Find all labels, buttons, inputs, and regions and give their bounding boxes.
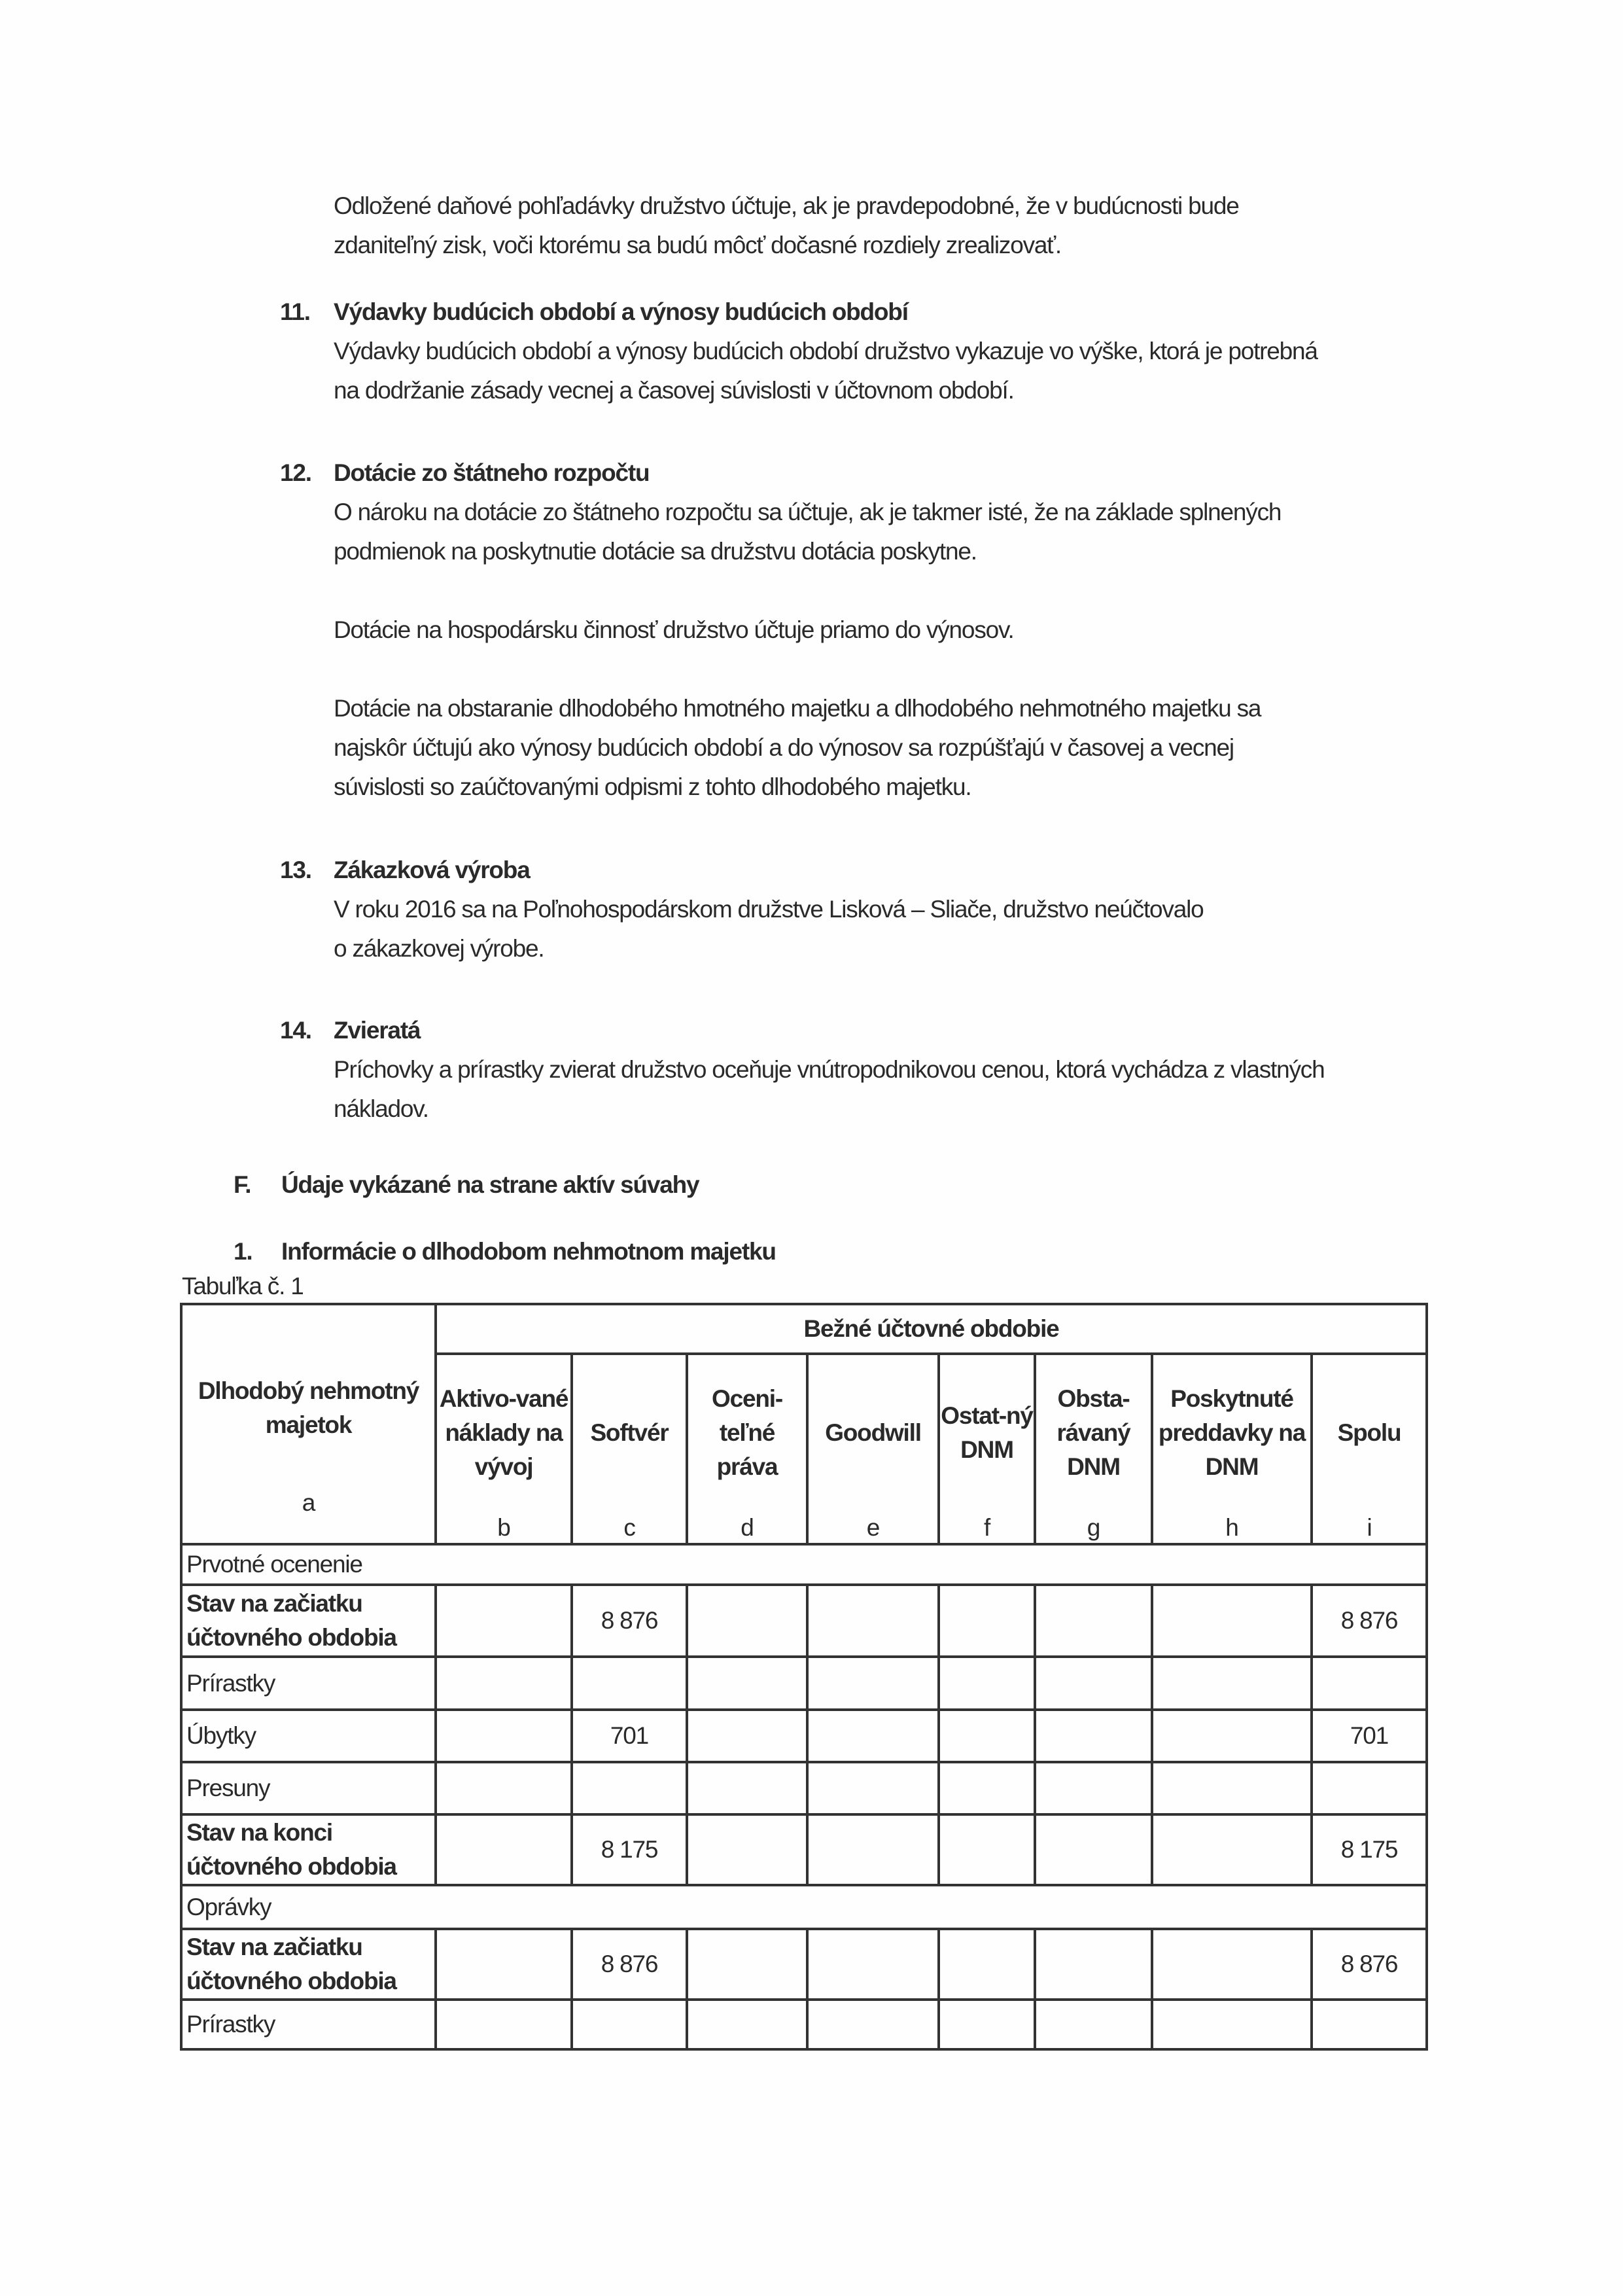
cell-b [436,2000,572,2049]
text-line: V roku 2016 sa na Poľnohospodárskom družstve Lisková – Sliače, družstvo neúčtovalo [334,896,1204,923]
cell-g [1035,1710,1152,1762]
cell-h [1152,1585,1312,1657]
header-cell-a [181,1304,436,1544]
cell-d [687,1657,807,1710]
text-line: podmienok na poskytnutie dotácie sa družstvu dotácia poskytne. [334,538,977,565]
text-line: nákladov. [334,1095,428,1122]
text-line: Príchovky a prírastky zvierat družstvo oceňuje vnútropodnikovou cenou, ktorá vychádza z vlastných [334,1056,1325,1083]
section-title: Dotácie zo štátneho rozpočtu [334,459,650,486]
cell-h [1152,1710,1312,1762]
column-letter: e [866,1514,880,1541]
intangible-assets-table [180,1303,1428,2051]
cell-f [939,1762,1035,1814]
column-letter: b [497,1514,510,1541]
column-letter: i [1367,1514,1372,1541]
text-line: Dotácie na hospodársku činnosť družstvo účtuje priamo do výnosov. [334,616,1014,643]
section-title: Výdavky budúcich období a výnosy budúcich období [334,298,908,325]
column-letter: g [1087,1514,1100,1541]
cell-e [807,1762,939,1814]
header-cell-d [687,1354,807,1544]
cell-d [687,1710,807,1762]
cell-e [807,2000,939,2049]
table-row [181,2000,1427,2049]
cell-c: 8 175 [572,1814,687,1885]
row-label: Prírastky [181,1657,436,1710]
cell-b [436,1657,572,1710]
section-f-letter: F. [234,1171,251,1198]
section-12 [280,453,1446,807]
header-cell-e [807,1354,939,1544]
cell-e [807,1710,939,1762]
column-name: Softvér [590,1419,669,1446]
cell-b [436,1929,572,2000]
cell-d [687,1814,807,1885]
section-number: 14. [280,1017,311,1044]
cell-f [939,1814,1035,1885]
column-name: Poskytnuté preddavky na DNM [1158,1385,1306,1480]
cell-i [1312,1657,1427,1710]
cell-c: 8 876 [572,1929,687,2000]
header-cell-b [436,1354,572,1544]
column-name: Obsta-rávaný DNM [1056,1385,1130,1480]
cell-f [939,1657,1035,1710]
cell-f [939,1710,1035,1762]
column-letter: d [741,1514,754,1541]
cell-h [1152,1762,1312,1814]
cell-g [1035,1657,1152,1710]
cell-d [687,2000,807,2049]
cell-h [1152,1657,1312,1710]
section-number: 13. [280,857,311,883]
cell-g [1035,1585,1152,1657]
cell-g [1035,1814,1152,1885]
subsection-number: 1. [234,1238,253,1265]
header-cell-c [572,1354,687,1544]
paragraph-deferred-tax [334,186,1446,265]
row-label: Prírastky [181,2000,436,2049]
section-number: 11. [280,298,310,325]
cell-i: 8 876 [1312,1929,1427,2000]
text-line: súvislosti so zaúčtovanými odpismi z tohto dlhodobého majetku. [334,773,971,800]
cell-d [687,1585,807,1657]
column-letter: c [623,1514,635,1541]
column-name: Goodwill [825,1419,921,1446]
column-name: Ostat-ný DNM [941,1402,1033,1463]
cell-c [572,1762,687,1814]
text-line: Výdavky budúcich období a výnosy budúcich období družstvo vykazuje vo výške, ktorá je potrebná [334,338,1318,364]
table-row [181,1657,1427,1710]
section-title: Zvieratá [334,1017,421,1044]
section-number: 12. [280,459,311,486]
row-label: Presuny [181,1762,436,1814]
cell-f [939,1585,1035,1657]
cell-g [1035,2000,1152,2049]
cell-e [807,1585,939,1657]
cell-f [939,1929,1035,2000]
cell-i: 701 [1312,1710,1427,1762]
section-14 [280,1011,1446,1129]
table-row [181,1814,1427,1885]
table-section-row [181,1885,1427,1929]
column-name: Dlhodobý nehmotný majetok [198,1377,419,1438]
cell-e [807,1657,939,1710]
column-letter: a [302,1489,315,1516]
section-11 [280,292,1446,410]
cell-e [807,1929,939,2000]
row-label: Stav na začiatku účtovného obdobia [181,1929,436,2000]
column-letter: f [983,1514,990,1541]
column-name: Aktivo-vané náklady na vývoj [439,1385,568,1480]
cell-c: 701 [572,1710,687,1762]
cell-g [1035,1762,1152,1814]
cell-c [572,1657,687,1710]
table-row [181,1585,1427,1657]
header-cell-f [939,1354,1035,1544]
text-line: Odložené daňové pohľadávky družstvo účtuje, ak je pravdepodobné, že v budúcnosti bude [334,192,1239,219]
header-cell-h [1152,1354,1312,1544]
section-f-title: Údaje vykázané na strane aktív súvahy [281,1171,699,1198]
text-line: na dodržanie zásady vecnej a časovej súvislosti v účtovnom období. [334,377,1014,404]
cell-i: 8 175 [1312,1814,1427,1885]
text-line: najskôr účtujú ako výnosy budúcich období a do výnosov sa rozpúšťajú v časovej a vecnej [334,734,1234,761]
cell-b [436,1814,572,1885]
table-caption: Tabuľka č. 1 [182,1273,304,1299]
table-row [181,1710,1427,1762]
table-row [181,1762,1427,1814]
cell-f [939,2000,1035,2049]
cell-b [436,1710,572,1762]
cell-c: 8 876 [572,1585,687,1657]
section-label: Oprávky [181,1885,1427,1929]
text-line: O nároku na dotácie zo štátneho rozpočtu sa účtuje, ak je takmer isté, že na základe splnených [334,499,1282,525]
cell-e [807,1814,939,1885]
text-line: Dotácie na obstaranie dlhodobého hmotného majetku a dlhodobého nehmotného majetku sa [334,695,1261,722]
text-line: zdaniteľný zisk, voči ktorému sa budú môcť dočasné rozdiely zrealizovať. [334,232,1062,258]
table-section-row [181,1544,1427,1585]
cell-b [436,1585,572,1657]
row-label: Stav na konci účtovného obdobia [181,1814,436,1885]
column-name: Spolu [1337,1419,1401,1446]
cell-d [687,1762,807,1814]
section-13 [280,851,1446,968]
subsection-title: Informácie o dlhodobom nehmotnom majetku [281,1238,776,1265]
header-cell-g [1035,1354,1152,1544]
header-cell-i [1312,1354,1427,1544]
row-label: Stav na začiatku účtovného obdobia [181,1585,436,1657]
table-row [181,1929,1427,2000]
cell-h [1152,2000,1312,2049]
cell-i: 8 876 [1312,1585,1427,1657]
cell-b [436,1762,572,1814]
cell-i [1312,2000,1427,2049]
cell-h [1152,1929,1312,2000]
column-name: Oceni-teľné práva [712,1385,782,1480]
cell-d [687,1929,807,2000]
row-label: Úbytky [181,1710,436,1762]
cell-h [1152,1814,1312,1885]
column-letter: h [1225,1514,1238,1541]
cell-i [1312,1762,1427,1814]
text-line: o zákazkovej výrobe. [334,935,544,962]
group-header: Bežné účtovné obdobie [436,1304,1427,1354]
cell-c [572,2000,687,2049]
cell-g [1035,1929,1152,2000]
section-label: Prvotné ocenenie [181,1544,1427,1585]
section-title: Zákazková výroba [334,857,530,883]
